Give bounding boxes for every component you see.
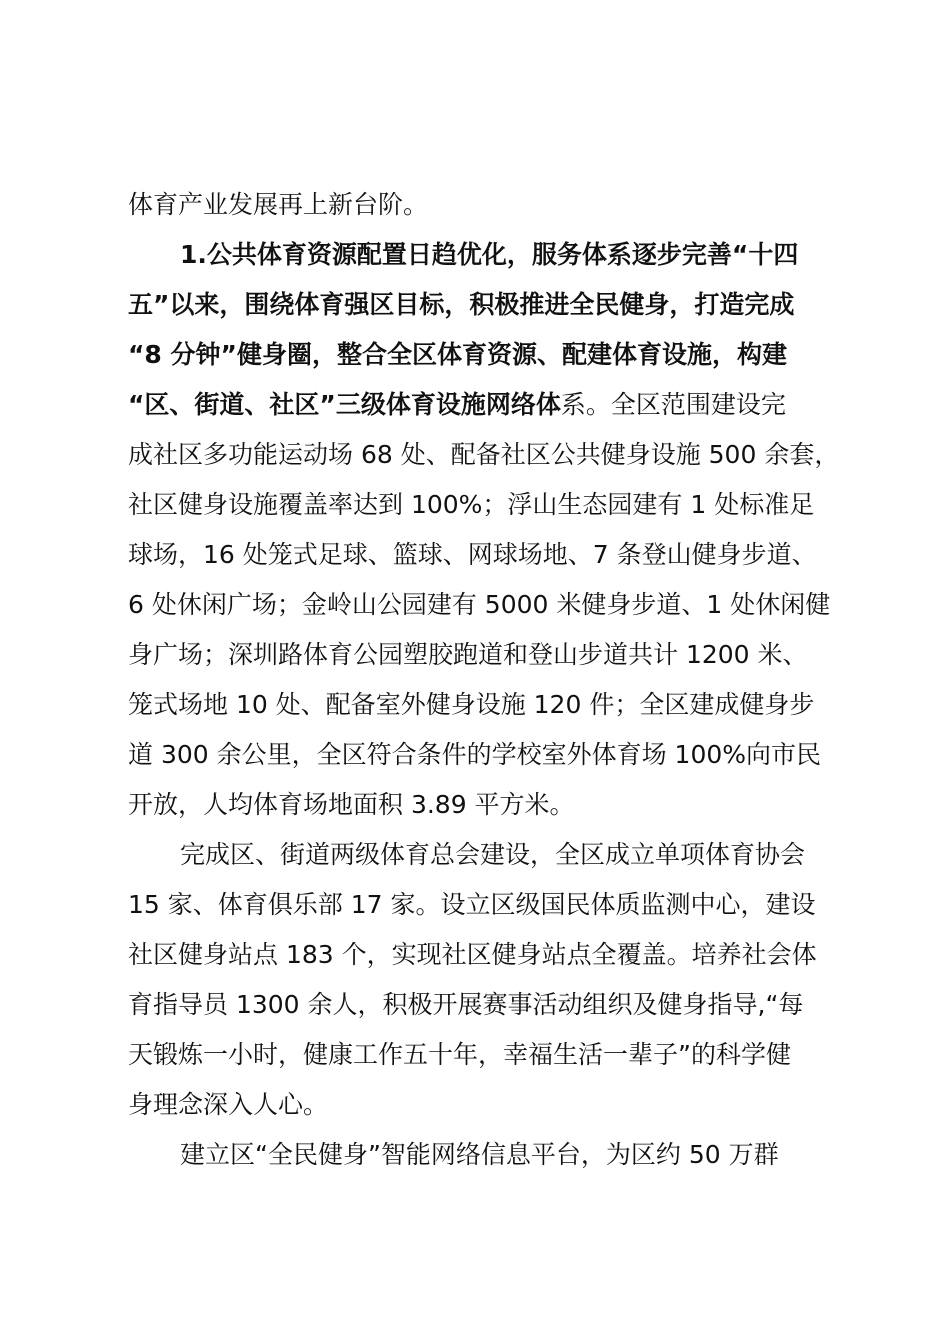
section-heading-line: 五”以来，围绕体育强区目标，积极推进全民健身，打造完成 bbox=[128, 290, 795, 319]
text-line: 道 300 余公里，全区符合条件的学校室外体育场 100%向市民 bbox=[128, 740, 822, 769]
text-line: 球场，16 处笼式足球、篮球、网球场地、7 条登山健身步道、 bbox=[128, 540, 817, 569]
text-line: 天锻炼一小时，健康工作五十年，幸福生活一辈子”的科学健 bbox=[128, 1040, 791, 1069]
text-line: 社区健身设施覆盖率达到 100%；浮山生态园建有 1 处标准足 bbox=[128, 490, 815, 519]
text-line: 开放，人均体育场地面积 3.89 平方米。 bbox=[128, 790, 575, 819]
text-line bbox=[128, 380, 848, 430]
text-line: 6 处休闲广场；金岭山公园建有 5000 米健身步道、1 处休闲健 bbox=[128, 590, 831, 619]
text-line: 身广场；深圳路体育公园塑胶跑道和登山步道共计 1200 米、 bbox=[128, 640, 808, 669]
text-line: 体育产业发展再上新台阶。 bbox=[128, 190, 429, 219]
text-line: 笼式场地 10 处、配备室外健身设施 120 件；全区建成健身步 bbox=[128, 690, 815, 719]
section-heading-line: 1.公共体育资源配置日趋优化，服务体系逐步完善“十四 bbox=[180, 240, 799, 269]
text-line: 15 家、体育俱乐部 17 家。设立区级国民体质监测中心，建设 bbox=[128, 890, 816, 919]
text-line: 身理念深入人心。 bbox=[128, 1090, 329, 1119]
text-line: 育指导员 1300 余人，积极开展赛事活动组织及健身指导,“每 bbox=[128, 990, 804, 1019]
paragraph-first-line: 完成区、街道两级体育总会建设，全区成立单项体育协会 bbox=[180, 840, 806, 869]
text-fragment: 系。全区范围建设完 bbox=[560, 390, 786, 419]
text-line: 社区健身站点 183 个，实现社区健身站点全覆盖。培养社会体 bbox=[128, 940, 817, 969]
paragraph-first-line: 建立区“全民健身”智能网络信息平台，为区约 50 万群 bbox=[180, 1140, 779, 1169]
section-heading-line: “8 分钟”健身圈，整合全区体育资源、配建体育设施，构建 bbox=[128, 340, 787, 369]
text-line: 成社区多功能运动场 68 处、配备社区公共健身设施 500 余套， bbox=[128, 440, 840, 469]
section-heading-fragment: “区、街道、社区”三级体育设施网络体 bbox=[128, 390, 561, 419]
document-body bbox=[128, 180, 848, 1180]
